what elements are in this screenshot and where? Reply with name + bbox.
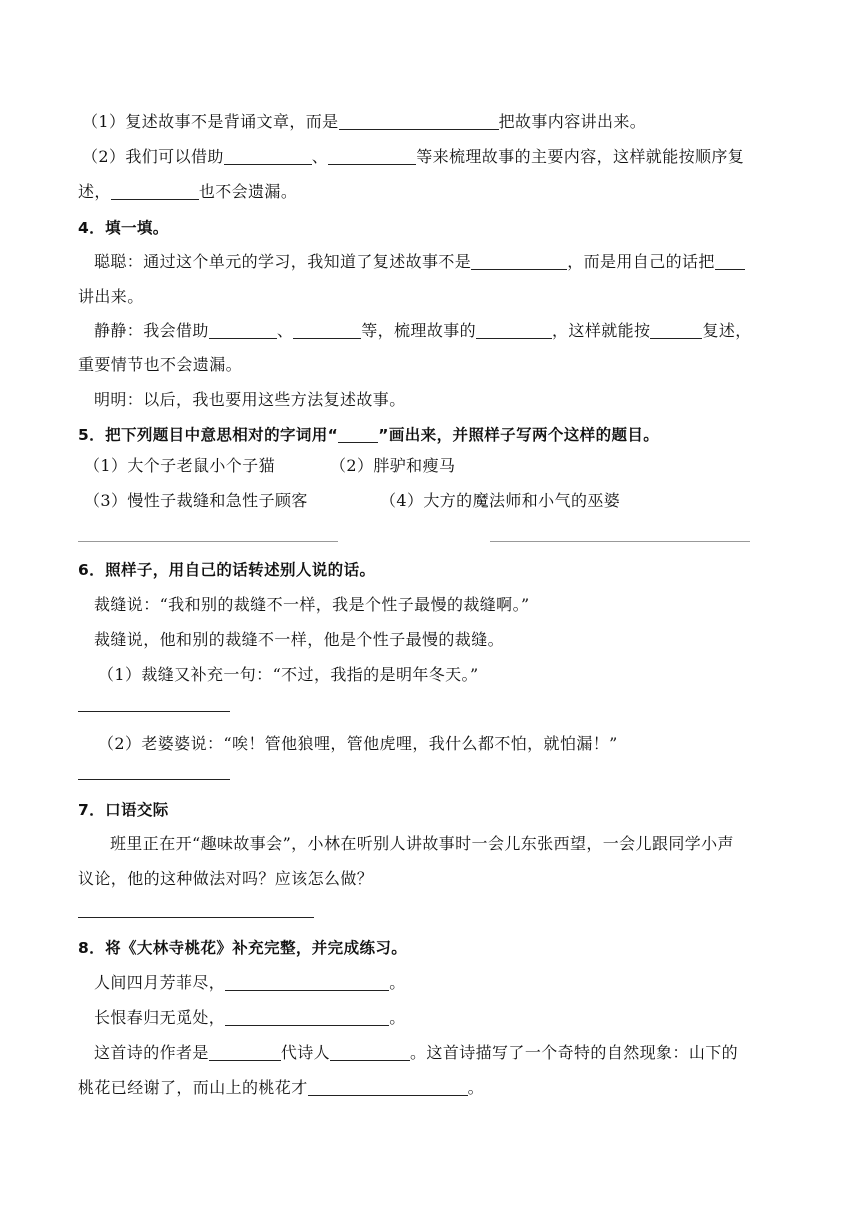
- q6-title: 6．照样子，用自己的话转述别人说的话。: [78, 561, 376, 579]
- q5-title-text: 5．把下列题目中意思相对的字词用“: [78, 426, 339, 444]
- q5-option-3: （3）慢性子裁缝和急性子顾客: [84, 491, 308, 510]
- answer-line[interactable]: [490, 541, 750, 542]
- q8-line-3-text-end: 。这首诗描写了一个奇特的自然现象：山下的: [410, 1043, 739, 1062]
- answer-blank[interactable]: [225, 1009, 389, 1026]
- q3-item-2-continued: [78, 181, 790, 203]
- period: 。: [467, 1078, 485, 1097]
- answer-blank[interactable]: [328, 148, 416, 165]
- answer-blank[interactable]: [111, 183, 199, 200]
- q5-option-1: （1）大个子老鼠小个子猫: [84, 456, 275, 475]
- q8-line-4: [78, 1077, 790, 1099]
- q6-item-2: （2）老婆婆说：“唉！管他狼哩，管他虎哩，我什么都不怕，就怕漏！”: [98, 734, 618, 753]
- q4-line-1: [94, 251, 790, 273]
- answer-blank[interactable]: [330, 1044, 410, 1061]
- q4-line-1-text-end: ，而是用自己的话把: [567, 252, 715, 271]
- q4-line-2-continued: 重要情节也不会遗漏。: [78, 355, 243, 374]
- answer-blank[interactable]: [209, 1044, 281, 1061]
- answer-blank[interactable]: [225, 974, 389, 991]
- q7-title: 7．口语交际: [78, 801, 169, 819]
- answer-blank[interactable]: [476, 322, 552, 339]
- answer-blank[interactable]: [308, 1079, 468, 1096]
- q3-item-2-text-end: 等来梳理故事的主要内容，这样就能按顺序复: [416, 147, 745, 166]
- q8-poem-line-1: [94, 972, 790, 994]
- q6-item-1: （1）裁缝又补充一句：“不过，我指的是明年冬天。”: [98, 665, 479, 684]
- q3-item-1-text-end: 把故事内容讲出来。: [498, 112, 647, 131]
- q5-title-text-end: ”画出来，并照样子写两个这样的题目。: [378, 426, 660, 444]
- q4-line-2-text: 静静：我会借助: [94, 321, 209, 340]
- answer-line[interactable]: [78, 711, 230, 712]
- q8-poem-line-1-text: 人间四月芳菲尽，: [94, 973, 226, 992]
- answer-blank[interactable]: [715, 253, 745, 270]
- q5-option-4: （4）大方的魔法师和小气的巫婆: [380, 491, 621, 510]
- q8-poem-line-2-text: 长恨春归无觅处，: [94, 1008, 226, 1027]
- q3-item-2-cont-end: 也不会遗漏。: [198, 182, 298, 201]
- q4-line-1-continued: 讲出来。: [78, 287, 144, 306]
- answer-blank[interactable]: [471, 253, 567, 270]
- answer-blank[interactable]: [339, 113, 499, 130]
- q8-poem-line-2: [94, 1007, 790, 1029]
- answer-line[interactable]: [78, 917, 314, 918]
- q8-line-3: [94, 1042, 790, 1064]
- q4-line-2-text-mid: 等，梳理故事的: [361, 321, 477, 340]
- answer-line[interactable]: [78, 779, 230, 780]
- q4-line-2: [94, 320, 790, 342]
- q3-item-2: [82, 146, 790, 168]
- q3-item-2-cont-text: 述，: [78, 182, 111, 201]
- period: 。: [389, 973, 406, 992]
- q3-item-1-text: （1）复述故事不是背诵文章，而是: [82, 112, 339, 131]
- q3-item-1: [82, 111, 790, 133]
- q6-example-answer: 裁缝说，他和别的裁缝不一样，他是个性子最慢的裁缝。: [94, 630, 505, 649]
- q8-line-3-text: 这首诗的作者是: [94, 1043, 209, 1062]
- q4-title: 4．填一填。: [78, 219, 169, 237]
- q5-title: [78, 424, 790, 446]
- q8-line-4-text: 桃花已经谢了，而山上的桃花才: [78, 1078, 308, 1097]
- q6-example-quote: 裁缝说：“我和别的裁缝不一样，我是个性子最慢的裁缝啊。”: [94, 595, 530, 614]
- q4-line-3: 明明：以后，我也要用这些方法复述故事。: [94, 390, 406, 409]
- q3-item-2-text: （2）我们可以借助: [82, 147, 224, 166]
- answer-blank[interactable]: [293, 322, 361, 339]
- underline-sample: [338, 426, 378, 443]
- answer-blank[interactable]: [209, 322, 277, 339]
- q4-line-2-text-mid2: ，这样就能按: [552, 321, 651, 340]
- period: 。: [389, 1008, 406, 1027]
- q8-title: 8．将《大林寺桃花》补充完整，并完成练习。: [78, 939, 408, 957]
- q4-line-2-text-end: 复述，: [702, 321, 752, 340]
- q4-line-1-text: 聪聪：通过这个单元的学习，我知道了复述故事不是: [94, 252, 472, 271]
- separator: 、: [276, 321, 294, 340]
- separator: 、: [311, 147, 329, 166]
- answer-line[interactable]: [78, 541, 338, 542]
- q7-text-1: 班里正在开“趣味故事会”，小林在听别人讲故事时一会儿东张西望，一会儿跟同学小声: [110, 834, 734, 853]
- q8-line-3-text-mid: 代诗人: [280, 1043, 331, 1062]
- answer-blank[interactable]: [224, 148, 312, 165]
- answer-blank[interactable]: [650, 322, 702, 339]
- q5-option-2: （2）胖驴和瘦马: [330, 456, 456, 475]
- q7-text-2: 议论，他的这种做法对吗？应该怎么做？: [78, 869, 374, 888]
